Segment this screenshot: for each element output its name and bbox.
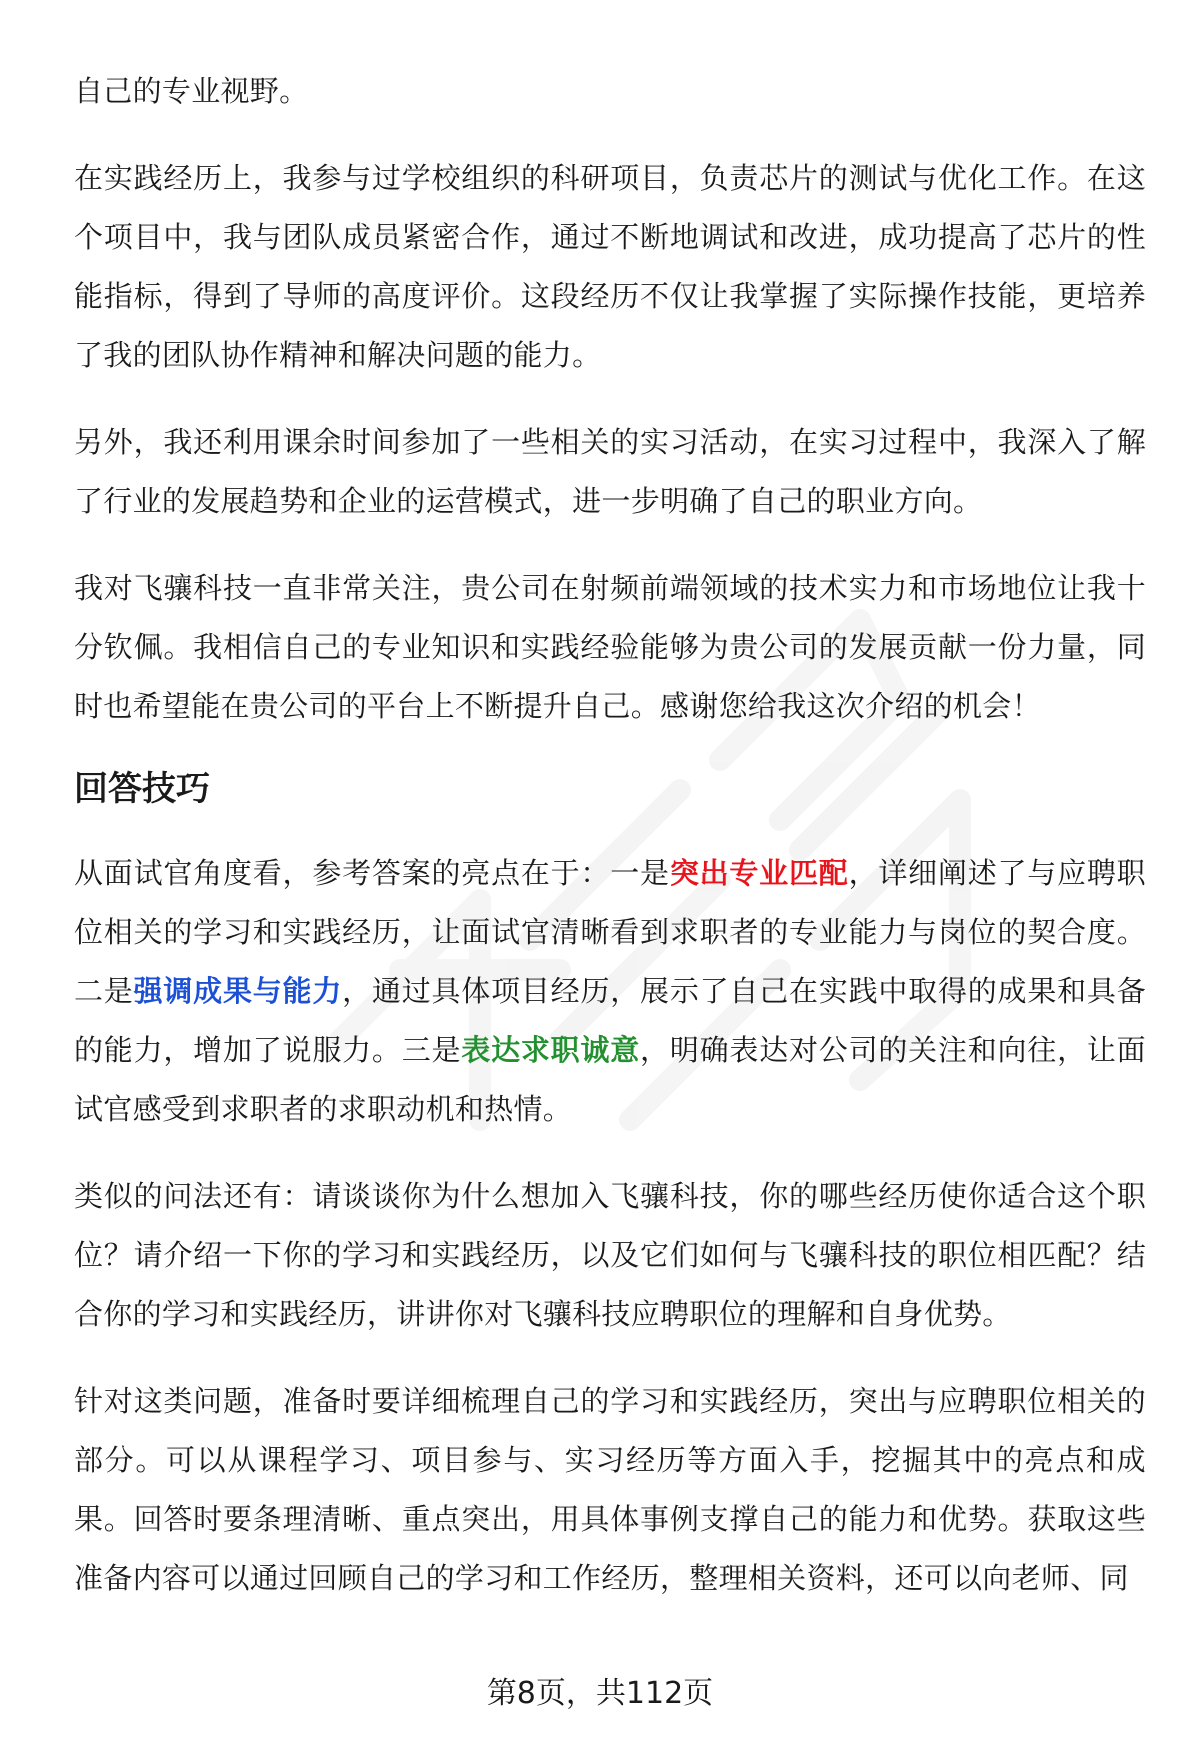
highlight-sincerity: 表达求职诚意 [461,1033,641,1067]
tips-text-3: ，通过具体项目经历，展示了自己在实践中取得的成果和具备的能力，增加了说服力。三是 [74,974,1146,1067]
highlight-professional-match: 突出专业匹配 [669,856,849,890]
tips-text-1: 从面试官角度看，参考答案的亮点在于：一是 [74,856,670,890]
tips-text-4: ，明确表达对公司的关注和向往，让面试官感受到求职者的求职动机和热情。 [74,1033,1146,1126]
paragraph-preparation-advice: 针对这类问题，准备时要详细梳理自己的学习和实践经历，突出与应聘职位相关的部分。可以从课程学习、项目参与、实习经历等方面入手，挖掘其中的亮点和成果。回答时要条理清晰、重点突出，用具体事例支撑自己的能力和优势。获取这些准备内容可以通过回顾自己的学习和工作经历，整理相关资料，还可以向老师、同 [74,1384,1146,1595]
paragraph-practice-experience: 在实践经历上，我参与过学校组织的科研项目，负责芯片的测试与优化工作。在这个项目中，我与团队成员紧密合作，通过不断地调试和改进，成功提高了芯片的性能指标，得到了导师的高度评价。这段经历不仅让我掌握了实际操作技能，更培养了我的团队协作精神和解决问题的能力。 [74,161,1146,372]
highlight-results-ability: 强调成果与能力 [133,974,343,1008]
paragraph-company-interest: 我对飞骧科技一直非常关注，贵公司在射频前端领域的技术实力和市场地位让我十分钦佩。我相信自己的专业知识和实践经验能够为贵公司的发展贡献一份力量，同时也希望能在贵公司的平台上不断提升自己。感谢您给我这次介绍的机会！ [74,571,1146,723]
paragraph-similar-questions: 类似的问法还有：请谈谈你为什么想加入飞骧科技，你的哪些经历使你适合这个职位？请介绍一下你的学习和实践经历，以及它们如何与飞骧科技的职位相匹配？结合你的学习和实践经历，讲讲你对飞骧科技应聘职位的理解和自身优势。 [74,1179,1146,1331]
page-number-footer: 第8页，共112页 [486,1676,714,1711]
tips-text-2: ，详细阐述了与应聘职位相关的学习和实践经历，让面试官清晰看到求职者的专业能力与岗位的契合度。二是 [74,856,1146,1008]
section-heading: 回答技巧 [74,769,210,809]
paragraph-tips [74,844,1146,1139]
paragraph-intro-end: 自己的专业视野。 [74,74,309,108]
document-body [74,62,1146,1636]
paragraph-internship: 另外，我还利用课余时间参加了一些相关的实习活动，在实习过程中，我深入了解了行业的发展趋势和企业的运营模式，进一步明确了自己的职业方向。 [74,425,1146,518]
